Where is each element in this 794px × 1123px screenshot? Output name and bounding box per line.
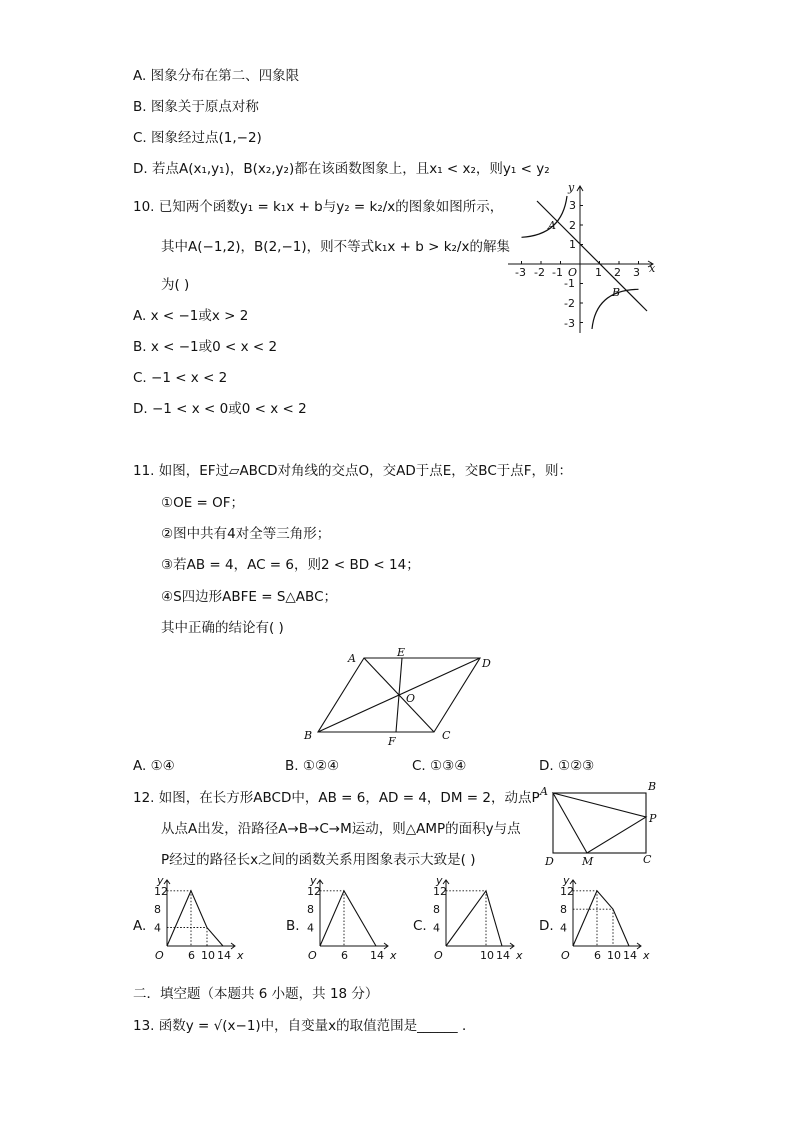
option-y-label: y (157, 874, 164, 887)
q12-label-d: D (545, 855, 554, 868)
option-x-label: x (516, 949, 523, 962)
q11-label-d: D (482, 657, 491, 670)
option-y-label: y (310, 874, 317, 887)
option-y-tick: 8 (154, 903, 161, 917)
q10-option-b: B. x < −1或0 < x < 2 (133, 339, 278, 355)
q9-option-b: B. 图象关于原点对称 (133, 99, 259, 115)
q11-label-a: A (348, 652, 356, 665)
option-y-tick: 8 (307, 903, 314, 917)
q11-label-b: B (304, 729, 313, 742)
q12-label-m: M (582, 855, 594, 868)
q10-option-c: C. −1 < x < 2 (133, 370, 228, 386)
q12-option-graph-3 (560, 874, 650, 962)
q11-option-b: B. ①②④ (285, 758, 340, 774)
option-origin-label: O (561, 949, 570, 962)
option-y-tick: 4 (560, 921, 567, 935)
q10-y-tick: -2 (564, 297, 575, 310)
q10-y-tick: 1 (569, 238, 576, 251)
option-origin-label: O (308, 949, 317, 962)
q11-question: 其中正确的结论有( ) (161, 620, 284, 636)
q12-option-graph-1 (307, 874, 397, 962)
option-y-label: y (436, 874, 443, 887)
q12-option-a-label: A. (133, 918, 147, 934)
option-y-tick: 4 (307, 921, 314, 935)
q10-x-tick: -3 (515, 266, 526, 279)
option-x-tick: 6 (594, 949, 601, 962)
q10-x-tick: -2 (534, 266, 545, 279)
option-function-path (573, 891, 629, 946)
q10-stem-line3: 为( ) (161, 277, 190, 293)
option-y-tick: 4 (433, 921, 440, 935)
q12-option-b-label: B. (286, 918, 300, 934)
q10-stem-line1: 10. 已知两个函数y₁ = k₁x + b与y₂ = k₂/x的图象如图所示， (133, 199, 504, 215)
q10-y-tick: -1 (564, 277, 575, 290)
q12-label-c: C (643, 853, 652, 866)
option-x-tick: 14 (496, 949, 510, 962)
option-x-tick: 10 (607, 949, 621, 962)
q11-option-c: C. ①③④ (412, 758, 467, 774)
q11-statement-2: ②图中共有4对全等三角形； (161, 526, 331, 542)
q10-y-tick: 3 (569, 199, 576, 212)
section-heading: 二．填空题（本题共 6 小题，共 18 分） (133, 986, 379, 1002)
q10-x-tick: 3 (633, 266, 640, 279)
q11-label-c: C (442, 729, 451, 742)
q13-stem: 13. 函数y = √(x−1)中，自变量x的取值范围是______ ． (133, 1018, 476, 1034)
q12-stem-line1: 12. 如图，在长方形ABCD中，AB = 6，AD = 4，DM = 2，动点P (133, 790, 540, 806)
q11-option-d: D. ①②③ (539, 758, 595, 774)
option-x-tick: 6 (188, 949, 195, 962)
q10-y-tick: 2 (569, 219, 576, 232)
option-y-tick: 8 (433, 903, 440, 917)
option-x-tick: 10 (480, 949, 494, 962)
option-x-label: x (237, 949, 244, 962)
option-x-tick: 14 (217, 949, 231, 962)
option-y-tick: 12 (560, 884, 574, 898)
option-x-label: x (390, 949, 397, 962)
option-x-tick: 14 (623, 949, 637, 962)
q12-stem-line3: P经过的路径长x之间的函数关系用图象表示大致是( ) (161, 852, 476, 868)
q12-stem-line2: 从点A出发，沿路径A→B→C→M运动，则△AMP的面积y与点 (161, 821, 521, 837)
q12-label-a: A (540, 785, 548, 798)
q12-option-graph-0 (154, 874, 244, 962)
q9-option-a: A. 图象分布在第二、四象限 (133, 68, 300, 84)
q11-statement-3: ③若AB = 4，AC = 6，则2 < BD < 14； (161, 557, 420, 573)
q11-statement-1: ①OE = OF； (161, 495, 245, 511)
option-x-tick: 10 (201, 949, 215, 962)
q10-point-a-label: A (548, 219, 556, 232)
option-origin-label: O (434, 949, 443, 962)
q12-label-b: B (648, 780, 657, 793)
option-y-tick: 12 (307, 884, 321, 898)
q10-y-tick: -3 (564, 317, 575, 330)
q10-x-label: x (649, 262, 656, 275)
q12-option-graph-2 (433, 874, 523, 962)
q11-label-f: F (388, 735, 396, 748)
q12-option-c-label: C. (413, 918, 427, 934)
option-function-path (320, 891, 376, 946)
option-x-tick: 14 (370, 949, 384, 962)
q11-label-e: E (397, 646, 406, 659)
option-y-tick: 4 (154, 921, 161, 935)
q10-x-tick: 1 (595, 266, 602, 279)
q10-origin-label: O (568, 266, 578, 279)
q10-x-tick: 2 (614, 266, 621, 279)
q10-y-label: y (568, 181, 575, 194)
q9-option-d: D. 若点A(x₁,y₁)，B(x₂,y₂)都在该函数图象上，且x₁ < x₂，则y₁ < y₂ (133, 161, 550, 177)
q10-x-tick: -1 (552, 266, 563, 279)
q10-option-a: A. x < −1或x > 2 (133, 308, 249, 324)
option-origin-label: O (155, 949, 164, 962)
q11-label-o: O (406, 692, 416, 705)
option-x-label: x (643, 949, 650, 962)
q12-option-d-label: D. (539, 918, 554, 934)
q11-stem: 11. 如图，EF过▱ABCD对角线的交点O，交AD于点E，交BC于点F，则： (133, 463, 573, 479)
option-y-label: y (563, 874, 570, 887)
option-function-path (446, 891, 502, 946)
option-function-path (167, 891, 223, 946)
option-y-tick: 8 (560, 903, 567, 917)
q10-point-b-label: B (612, 286, 621, 299)
option-y-tick: 12 (433, 884, 447, 898)
q9-option-c: C. 图象经过点(1,−2) (133, 130, 262, 146)
option-y-tick: 12 (154, 884, 168, 898)
q12-label-p: P (649, 812, 657, 825)
q10-stem-line2: 其中A(−1,2)，B(2,−1)，则不等式k₁x + b > k₂/x的解集 (161, 239, 510, 255)
q10-option-d: D. −1 < x < 0或0 < x < 2 (133, 401, 307, 417)
q11-statement-4: ④S四边形ABFE = S△ABC； (161, 589, 337, 605)
option-x-tick: 6 (341, 949, 348, 962)
q11-option-a: A. ①④ (133, 758, 175, 774)
